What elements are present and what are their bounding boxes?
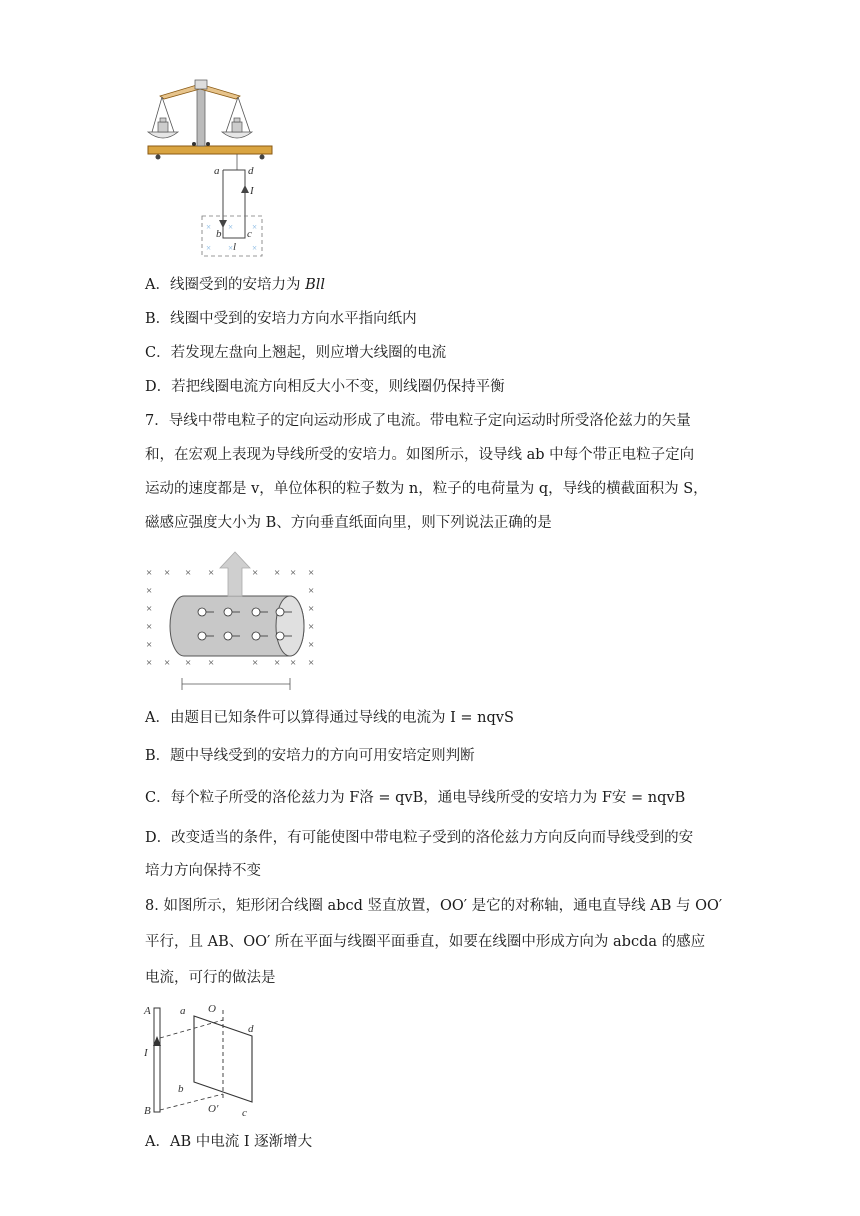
q6-option-a: A．线圈受到的安培力为 Bll <box>145 277 326 293</box>
label-b: b <box>216 228 222 240</box>
q7-option-a: A．由题目已知条件可以算得通过导线的电流为 I = nqvS <box>145 710 514 726</box>
q7-option-b: B．题中导线受到的安培力的方向可用安培定则判断 <box>145 748 475 764</box>
label-I: I <box>144 1047 148 1059</box>
svg-text:×: × <box>185 657 192 669</box>
conductor-figure <box>140 540 330 694</box>
label-a: a <box>180 1005 186 1017</box>
q7-stem-line3: 运动的速度都是 v，单位体积的粒子数为 n，粒子的电荷量为 q，导线的横截面积为 S， <box>145 481 708 497</box>
label-B: B <box>144 1105 151 1117</box>
svg-text:×: × <box>252 243 258 253</box>
svg-text:×: × <box>252 222 258 232</box>
svg-text:×: × <box>228 243 234 253</box>
balance-figure <box>140 70 280 262</box>
label-c: c <box>242 1107 247 1119</box>
svg-text:×: × <box>308 639 315 651</box>
label-d: d <box>248 1023 254 1035</box>
svg-text:×: × <box>308 567 315 579</box>
q8-stem-line1: 8. 如图所示，矩形闭合线圈 abcd 竖直放置，OO′ 是它的对称轴，通电直导线 AB 与 OO′ <box>145 898 723 914</box>
svg-text:×: × <box>146 585 153 597</box>
svg-text:×: × <box>228 222 234 232</box>
q7-option-d-line2: 培力方向保持不变 <box>145 863 261 879</box>
svg-text:×: × <box>274 657 281 669</box>
svg-text:×: × <box>146 621 153 633</box>
q6-option-d: D．若把线圈电流方向相反大小不变，则线圈仍保持平衡 <box>145 379 505 395</box>
svg-text:×: × <box>308 603 315 615</box>
svg-text:×: × <box>308 657 315 669</box>
svg-text:×: × <box>206 243 212 253</box>
label-c: c <box>247 228 252 240</box>
label-a: a <box>214 165 220 177</box>
svg-text:×: × <box>185 567 192 579</box>
label-current: I <box>250 185 254 197</box>
svg-text:×: × <box>208 657 215 669</box>
svg-text:×: × <box>308 621 315 633</box>
q7-option-c: C．每个粒子所受的洛伦兹力为 F洛 = qvB，通电导线所受的安培力为 F安 = nqvB <box>145 790 686 806</box>
svg-text:×: × <box>146 567 153 579</box>
q6-option-c: C．若发现左盘向上翘起，则应增大线圈的电流 <box>145 345 447 361</box>
label-l: l <box>233 241 237 253</box>
label-A: A <box>144 1005 151 1017</box>
svg-text:×: × <box>146 657 153 669</box>
label-d: d <box>248 165 254 177</box>
q6-option-b: B．线圈中受到的安培力方向水平指向纸内 <box>145 311 417 327</box>
svg-text:×: × <box>290 657 297 669</box>
svg-text:×: × <box>146 639 153 651</box>
q7-stem-line4: 磁感应强度大小为 B、方向垂直纸面向里，则下列说法正确的是 <box>145 515 552 531</box>
label-b: b <box>178 1083 184 1095</box>
svg-text:×: × <box>164 567 171 579</box>
q8-stem-line3: 电流，可行的做法是 <box>145 970 276 986</box>
svg-text:×: × <box>252 657 259 669</box>
q7-option-d-line1: D．改变适当的条件，有可能使图中带电粒子受到的洛伦兹力方向反向而导线受到的安 <box>145 830 694 846</box>
svg-text:×: × <box>308 585 315 597</box>
q7-stem-line2: 和，在宏观上表现为导线所受的安培力。如图所示，设导线 ab 中每个带正电粒子定向 <box>145 447 695 463</box>
svg-text:×: × <box>290 567 297 579</box>
coil-wire-figure <box>140 998 270 1120</box>
q7-stem-line1: 7．导线中带电粒子的定向运动形成了电流。带电粒子定向运动时所受洛伦兹力的矢量 <box>145 413 691 429</box>
svg-text:×: × <box>206 222 212 232</box>
svg-text:×: × <box>252 567 259 579</box>
q8-stem-line2: 平行，且 AB、OO′ 所在平面与线圈平面垂直，如要在线圈中形成方向为 abcda 的感应 <box>145 934 706 950</box>
q8-option-a: A．AB 中电流 I 逐渐增大 <box>145 1134 313 1150</box>
svg-text:×: × <box>146 603 153 615</box>
label-O: O <box>208 1003 216 1015</box>
label-O-prime: O′ <box>208 1103 219 1115</box>
svg-text:×: × <box>164 657 171 669</box>
svg-text:×: × <box>208 567 215 579</box>
svg-text:×: × <box>274 567 281 579</box>
